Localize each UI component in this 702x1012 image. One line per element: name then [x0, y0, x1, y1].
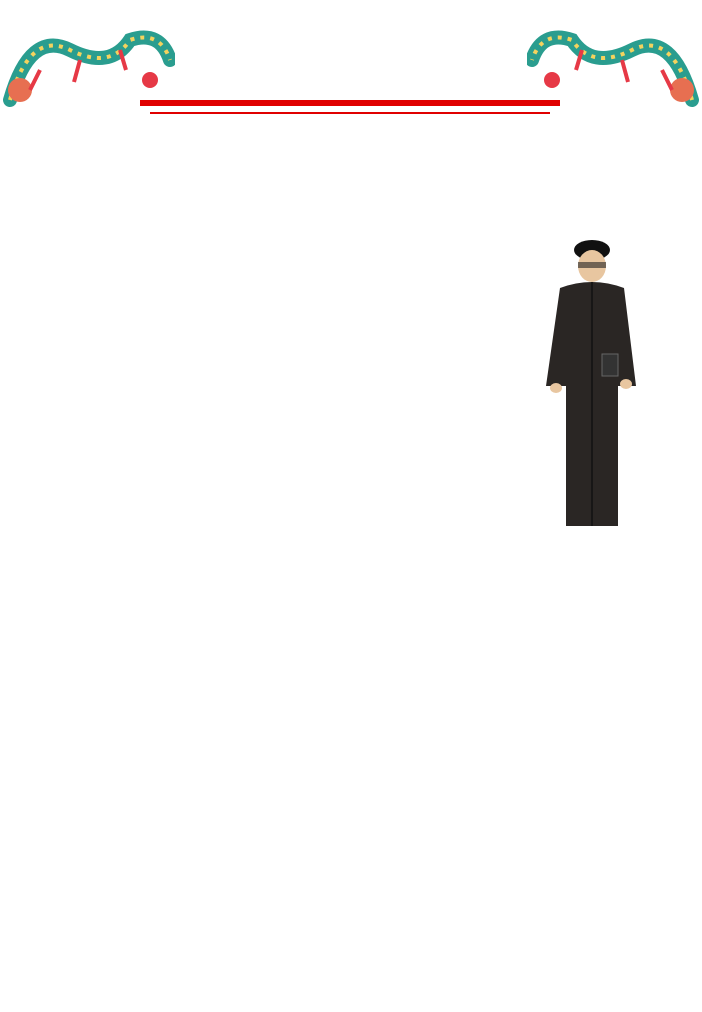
portrait-figure: [540, 236, 640, 532]
masthead-red-rule: [140, 100, 560, 106]
masthead-header: [0, 0, 702, 122]
masthead-red-rule-thin: [150, 112, 550, 114]
